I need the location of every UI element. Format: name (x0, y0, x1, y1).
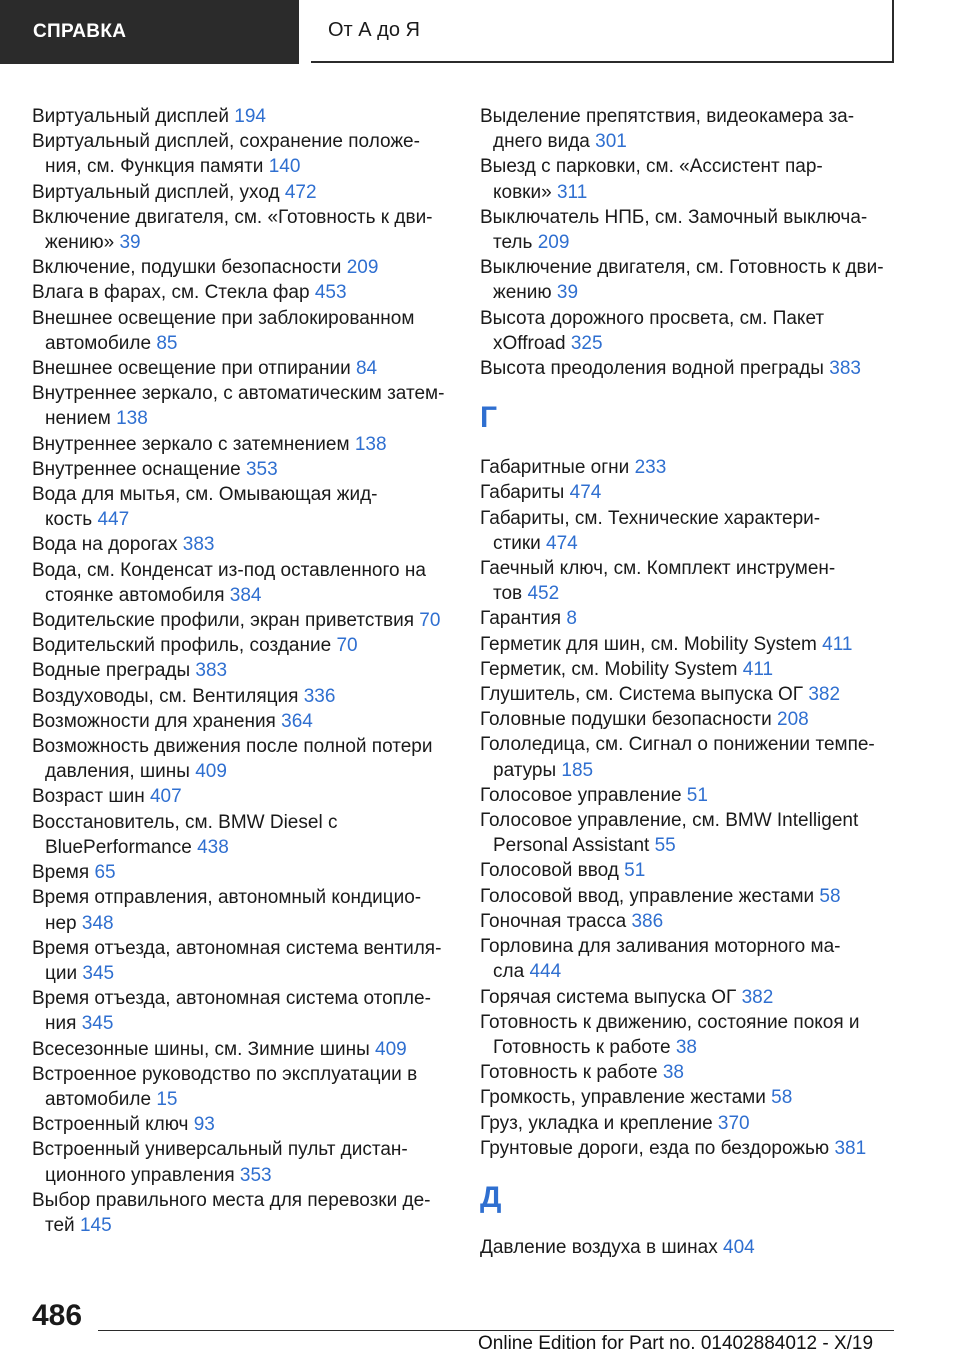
entry-text: Голосовое управление, см. BMW Intelligent (480, 810, 859, 832)
index-entry (480, 154, 910, 204)
entry-text: Давление воздуха в шинах (480, 1236, 724, 1258)
entry-text: Встроенное руководство по эксплуатации в (32, 1063, 418, 1085)
index-entry (480, 934, 910, 984)
index-entry (480, 104, 910, 154)
page-reference-link[interactable]: 370 (717, 1112, 750, 1134)
index-entry (32, 885, 457, 935)
index-entry (32, 381, 457, 431)
entry-text: Виртуальный дисплей (32, 106, 235, 127)
entry-text: Всесезонные шины, см. Зимние шины (32, 1038, 376, 1060)
page-reference-link[interactable]: 353 (245, 458, 278, 480)
index-entry (32, 633, 457, 658)
page-reference-link[interactable]: 51 (686, 784, 708, 806)
index-letter-d: Д (480, 1180, 502, 1214)
page-reference-link[interactable]: 345 (82, 962, 115, 984)
index-entry (480, 1111, 910, 1136)
index-entry (32, 532, 457, 557)
index-entry (480, 808, 910, 858)
page-reference-link[interactable]: 38 (675, 1036, 697, 1058)
index-entry (480, 985, 910, 1010)
entry-text: нением (45, 408, 117, 430)
chapter-title: От А до Я (328, 19, 420, 41)
index-entry (32, 432, 457, 457)
page-reference-link[interactable]: 55 (654, 835, 676, 857)
entry-text: Голосовое управление (480, 784, 687, 806)
chapter-tab (311, 0, 894, 63)
entry-text: стики (493, 532, 547, 554)
entry-text: Груз, укладка и крепление (480, 1112, 718, 1134)
entry-text: Включение, подушки безопасности (32, 257, 347, 279)
index-group-v (480, 104, 910, 381)
entry-text: Время отъезда, автономная система отопле- (32, 988, 431, 1010)
entry-text: Герметик для шин, см. Mobility System (480, 633, 823, 655)
entry-text: Голосовой ввод (480, 860, 625, 882)
entry-text: кость (45, 509, 98, 531)
entry-text: Возраст шин (32, 786, 150, 808)
entry-text: Восстановитель, см. BMW Diesel с (32, 811, 338, 833)
entry-text: Выключение двигателя, см. Готовность к дви- (480, 257, 884, 279)
index-letter-g: Г (480, 401, 498, 435)
entry-text: автомобиле (45, 332, 157, 354)
page-reference-link[interactable]: 404 (723, 1236, 755, 1258)
index-group-d (480, 1235, 910, 1260)
entry-text: BluePerformance (45, 836, 198, 858)
entry-text: ковки» (493, 181, 557, 203)
entry-text: Выключатель НПБ, см. Замочный выключа- (480, 206, 868, 228)
page-reference-link[interactable]: 85 (156, 332, 178, 354)
entry-text: Габариты, см. Технические характери- (480, 507, 821, 529)
page-reference-link[interactable]: 353 (239, 1164, 272, 1186)
index-entry (32, 356, 457, 381)
page-reference-link[interactable]: 407 (149, 786, 182, 808)
entry-text: Высота дорожного просвета, см. Пакет (480, 307, 825, 329)
page-reference-link[interactable]: 472 (284, 181, 317, 203)
page-reference-link[interactable]: 194 (234, 106, 266, 127)
footer-divider (98, 1330, 894, 1331)
index-entry (32, 658, 457, 683)
index-entry (480, 707, 910, 732)
page-reference-link[interactable]: 93 (193, 1114, 215, 1136)
entry-text: Водительские профили, экран приветствия (32, 610, 420, 632)
page-reference-link[interactable]: 348 (81, 912, 114, 934)
entry-text: Высота преодоления водной преграды (480, 358, 830, 380)
entry-text: Водные преграды (32, 660, 196, 682)
entry-text: Возможности для хранения (32, 710, 282, 732)
index-entry (32, 1062, 457, 1112)
entry-text: Выбор правильного места для перевозки де- (32, 1189, 431, 1211)
index-entry (32, 986, 457, 1036)
entry-text: Гаечный ключ, см. Комплект инструмен- (480, 558, 836, 580)
index-entry (480, 884, 910, 909)
index-entry (480, 783, 910, 808)
entry-text: Горловина для заливания моторного ма- (480, 936, 841, 958)
entry-text: жению» (45, 232, 120, 254)
page-reference-link[interactable]: 39 (556, 282, 579, 304)
index-entry (480, 858, 910, 883)
entry-text: Вода, см. Конденсат из-под оставленного на (32, 559, 426, 581)
page-reference-link[interactable]: 411 (822, 633, 853, 655)
page-reference-link[interactable]: 383 (195, 660, 228, 682)
page-reference-link[interactable]: 383 (182, 534, 215, 556)
index-entry (480, 205, 910, 255)
entry-text: Время отъезда, автономная система вентиля- (32, 937, 442, 959)
index-entry (32, 784, 457, 809)
page-reference-link[interactable]: 444 (529, 961, 562, 983)
page-number: 486 (32, 1299, 83, 1332)
page-reference-link[interactable]: 438 (197, 836, 229, 858)
entry-text: Вода на дорогах (32, 534, 183, 556)
page-reference-link[interactable]: 382 (741, 986, 774, 1008)
entry-text: Гарантия (480, 608, 567, 630)
index-entry (32, 1112, 457, 1137)
entry-text: жению (493, 282, 557, 304)
entry-text: давления, шины (45, 761, 196, 783)
index-entry (32, 180, 457, 205)
edition-note: Online Edition for Part no. 01402884012 - X/19 (478, 1333, 874, 1354)
entry-text: Внутреннее зеркало, с автоматическим затем- (32, 383, 445, 405)
index-entry (480, 732, 910, 782)
page-reference-link[interactable]: 411 (742, 658, 774, 680)
page-reference-link[interactable]: 138 (116, 408, 148, 430)
entry-text: сла (493, 961, 530, 983)
page-reference-link[interactable]: 84 (355, 358, 378, 380)
index-entry (480, 909, 910, 934)
entry-text: Виртуальный дисплей, уход (32, 181, 285, 203)
page-reference-link[interactable]: 381 (834, 1137, 867, 1159)
page-reference-link[interactable]: 383 (829, 358, 861, 380)
index-group-g (480, 455, 910, 1161)
page-reference-link[interactable]: 58 (771, 1087, 793, 1109)
index-entry (480, 506, 910, 556)
index-entry (480, 306, 910, 356)
page-reference-link[interactable]: 474 (569, 482, 602, 504)
entry-text: стоянке автомобиля (45, 584, 230, 606)
page-reference-link[interactable]: 301 (595, 131, 627, 153)
index-entry (480, 632, 910, 657)
index-entry (32, 608, 457, 633)
page-reference-link[interactable]: 364 (281, 710, 313, 732)
index-entry (32, 306, 457, 356)
index-entry (32, 482, 457, 532)
page-reference-link[interactable]: 38 (662, 1062, 684, 1084)
page-reference-link[interactable]: 325 (570, 332, 603, 354)
entry-text: Глушитель, см. Система выпуска ОГ (480, 684, 809, 706)
entry-text: нер (45, 912, 82, 934)
entry-text: Возможность движения после полной потери (32, 736, 433, 758)
entry-text: Воздуховоды, см. Вентиляция (32, 685, 304, 707)
entry-text: Грунтовые дороги, езда по бездорожью (480, 1137, 835, 1159)
index-entry (480, 1010, 910, 1060)
entry-text: Готовность к работе (480, 1062, 663, 1084)
page-reference-link[interactable]: 453 (314, 282, 347, 304)
index-entry (480, 1085, 910, 1110)
page-reference-link[interactable]: 336 (303, 685, 336, 707)
entry-text: Готовность к движению, состояние покоя и (480, 1011, 860, 1033)
entry-text: ния (45, 1013, 82, 1035)
index-entry (480, 682, 910, 707)
page-reference-link[interactable]: 386 (631, 910, 664, 932)
entry-text: тов (493, 583, 528, 605)
entry-text: Внутреннее зеркало с затемнением (32, 433, 355, 455)
entry-text: ции (45, 962, 83, 984)
entry-text: Голосовой ввод, управление жестами (480, 885, 820, 907)
index-entry (480, 1235, 910, 1260)
index-entry (32, 1037, 457, 1062)
page-reference-link[interactable]: 39 (119, 232, 141, 254)
page-reference-link[interactable]: 145 (79, 1214, 112, 1236)
entry-text: Время отправления, автономный кондицио- (32, 887, 422, 909)
page-reference-link[interactable]: 185 (561, 759, 594, 781)
entry-text: Головные подушки безопасности (480, 709, 777, 731)
entry-text: Время (32, 862, 95, 884)
page-reference-link[interactable]: 70 (419, 610, 441, 632)
index-entry (32, 810, 457, 860)
entry-text: тель (493, 232, 538, 254)
entry-text: Personal Assistant (493, 835, 655, 857)
page-reference-link[interactable]: 409 (375, 1038, 407, 1060)
entry-text: Габаритные огни (480, 457, 635, 479)
entry-text: Внешнее освещение при заблокированном (32, 307, 415, 329)
index-entry (32, 709, 457, 734)
entry-text: Водительский профиль, создание (32, 635, 337, 657)
index-entry (32, 936, 457, 986)
entry-text: xOffroad (493, 332, 571, 354)
page-reference-link[interactable]: 15 (156, 1088, 178, 1110)
index-entry (480, 455, 910, 480)
index-entry (32, 1188, 457, 1238)
page-reference-link[interactable]: 409 (195, 761, 227, 783)
entry-text: ратуры (493, 759, 562, 781)
index-entry (480, 1060, 910, 1085)
index-entry (32, 457, 457, 482)
entry-text: Горячая система выпуска ОГ (480, 986, 742, 1008)
entry-text: ния, см. Функция памяти (45, 156, 269, 178)
entry-text: Герметик, см. Mobility System (480, 658, 743, 680)
entry-text: Встроенный универсальный пульт дистан- (32, 1139, 408, 1161)
entry-text: Выезд с парковки, см. «Ассистент пар- (480, 156, 823, 178)
index-column-right (480, 104, 910, 1260)
index-column-left (32, 104, 457, 1238)
index-entry (32, 684, 457, 709)
index-entry (480, 556, 910, 606)
entry-text: Гоночная трасса (480, 910, 632, 932)
page-reference-link[interactable]: 65 (94, 862, 116, 884)
entry-text: ционного управления (45, 1164, 240, 1186)
index-entry (480, 480, 910, 505)
index-entry (32, 734, 457, 784)
page-reference-link[interactable]: 233 (634, 457, 667, 479)
entry-text: Готовность к работе (493, 1036, 676, 1058)
page-reference-link[interactable]: 51 (624, 860, 646, 882)
entry-text: Включение двигателя, см. «Готовность к дви- (32, 206, 433, 228)
index-entry (480, 657, 910, 682)
index-entry (32, 558, 457, 608)
section-title: СПРАВКА (33, 21, 127, 42)
index-entry (32, 860, 457, 885)
entry-text: автомобиле (45, 1088, 157, 1110)
page-reference-link[interactable]: 58 (819, 885, 841, 907)
index-entry (32, 205, 457, 255)
index-entry (480, 1136, 910, 1161)
page-reference-link[interactable]: 447 (97, 509, 130, 531)
index-entry (32, 1137, 457, 1187)
page-reference-link[interactable]: 311 (556, 181, 588, 203)
index-entry (480, 255, 910, 305)
entry-text: Выделение препятствия, видеокамера за- (480, 106, 855, 127)
entry-text: Громкость, управление жестами (480, 1087, 772, 1109)
page-reference-link[interactable]: 382 (808, 684, 841, 706)
index-entry (480, 606, 910, 631)
page-reference-link[interactable]: 452 (527, 583, 560, 605)
index-entry (32, 129, 457, 179)
entry-text: днего вида (493, 131, 596, 153)
page-reference-link[interactable]: 345 (81, 1013, 114, 1035)
index-entry (32, 104, 457, 129)
entry-text: Габариты (480, 482, 570, 504)
page-reference-link[interactable]: 70 (336, 635, 358, 657)
page-reference-link[interactable]: 140 (268, 156, 301, 178)
entry-text: тей (45, 1214, 80, 1236)
page-reference-link[interactable]: 474 (546, 532, 578, 554)
index-entry (480, 356, 910, 381)
entry-text: Гололедица, см. Сигнал о понижении темпе- (480, 734, 875, 756)
section-tab (0, 0, 299, 64)
entry-text: Влага в фарах, см. Стекла фар (32, 282, 315, 304)
entry-text: Виртуальный дисплей, сохранение положе- (32, 131, 420, 153)
page-reference-link[interactable]: 8 (566, 608, 577, 630)
index-entry (32, 255, 457, 280)
page-reference-link[interactable]: 138 (354, 433, 387, 455)
entry-text: Внешнее освещение при отпирании (32, 358, 356, 380)
index-entry (32, 280, 457, 305)
page-reference-link[interactable]: 208 (777, 709, 809, 731)
page-reference-link[interactable]: 384 (229, 584, 262, 606)
entry-text: Встроенный ключ (32, 1114, 194, 1136)
page-reference-link[interactable]: 209 (346, 257, 379, 279)
page-reference-link[interactable]: 209 (537, 232, 570, 254)
entry-text: Внутреннее оснащение (32, 458, 246, 480)
entry-text: Вода для мытья, см. Омывающая жид- (32, 484, 378, 506)
